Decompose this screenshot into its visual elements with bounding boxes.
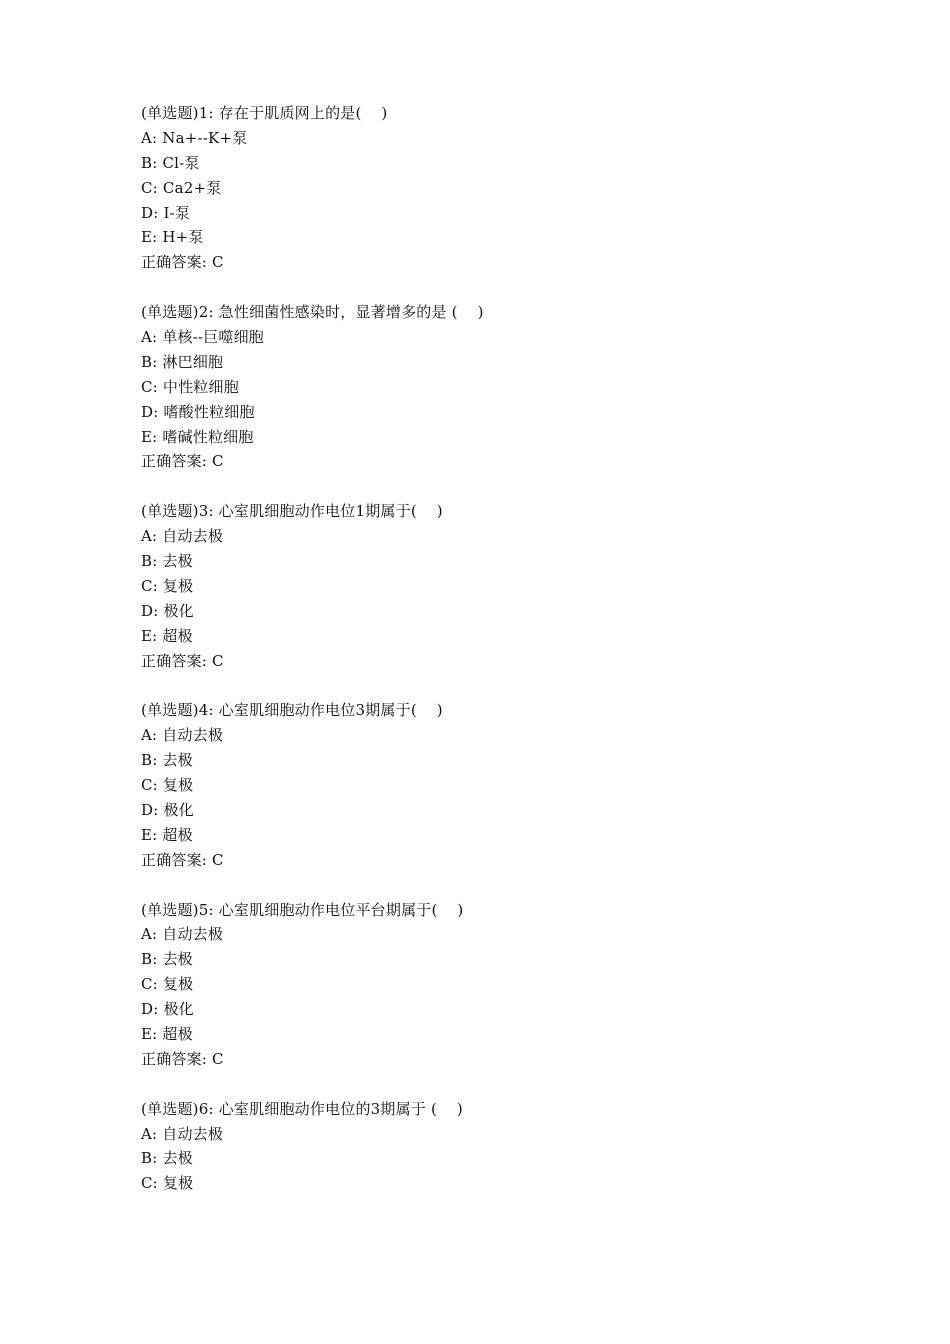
correct-answer: 正确答案: C xyxy=(141,850,224,869)
option-b: B: 去极 xyxy=(141,751,193,770)
question-4 xyxy=(141,698,901,872)
question-1 xyxy=(141,101,901,275)
question-stem: (单选题)5: 心室肌细胞动作电位平台期属于( ) xyxy=(141,900,464,919)
question-6 xyxy=(141,1097,901,1197)
option-e: E: H+泵 xyxy=(141,228,204,247)
option-e: E: 嗜碱性粒细胞 xyxy=(141,427,254,446)
correct-answer: 正确答案: C xyxy=(141,651,224,670)
option-a: A: 自动去极 xyxy=(141,1124,224,1143)
option-e: E: 超极 xyxy=(141,626,193,645)
question-stem: (单选题)6: 心室肌细胞动作电位的3期属于 ( ) xyxy=(141,1099,463,1118)
option-c: C: 复极 xyxy=(141,776,194,795)
option-b: B: 去极 xyxy=(141,552,193,571)
document-page xyxy=(141,101,901,1221)
option-d: D: I-泵 xyxy=(141,203,191,222)
option-d: D: 极化 xyxy=(141,601,194,620)
option-e: E: 超极 xyxy=(141,825,193,844)
option-d: D: 极化 xyxy=(141,1000,194,1019)
option-b: B: 淋巴细胞 xyxy=(141,352,224,371)
question-stem: (单选题)2: 急性细菌性感染时，显著增多的是 ( ) xyxy=(141,303,484,322)
question-stem: (单选题)4: 心室肌细胞动作电位3期属于( ) xyxy=(141,701,443,720)
option-c: C: 中性粒细胞 xyxy=(141,377,239,396)
option-a: A: 自动去极 xyxy=(141,726,224,745)
option-a: A: 自动去极 xyxy=(141,925,224,944)
option-a: A: Na+--K+泵 xyxy=(141,128,248,147)
question-stem: (单选题)1: 存在于肌质网上的是( ) xyxy=(141,104,388,122)
option-a: A: 单核--巨噬细胞 xyxy=(141,328,264,347)
option-c: C: 复极 xyxy=(141,1174,194,1193)
option-b: B: 去极 xyxy=(141,950,193,969)
option-c: C: Ca2+泵 xyxy=(141,178,222,197)
question-2 xyxy=(141,300,901,474)
correct-answer: 正确答案: C xyxy=(141,253,224,272)
option-c: C: 复极 xyxy=(141,975,194,994)
option-b: B: 去极 xyxy=(141,1149,193,1168)
option-d: D: 极化 xyxy=(141,800,194,819)
correct-answer: 正确答案: C xyxy=(141,452,224,471)
option-d: D: 嗜酸性粒细胞 xyxy=(141,402,255,421)
correct-answer: 正确答案: C xyxy=(141,1049,224,1068)
option-a: A: 自动去极 xyxy=(141,527,224,546)
question-5 xyxy=(141,898,901,1072)
question-3 xyxy=(141,499,901,673)
option-e: E: 超极 xyxy=(141,1024,193,1043)
option-b: B: Cl-泵 xyxy=(141,153,200,172)
option-c: C: 复极 xyxy=(141,576,194,595)
question-stem: (单选题)3: 心室肌细胞动作电位1期属于( ) xyxy=(141,502,443,521)
